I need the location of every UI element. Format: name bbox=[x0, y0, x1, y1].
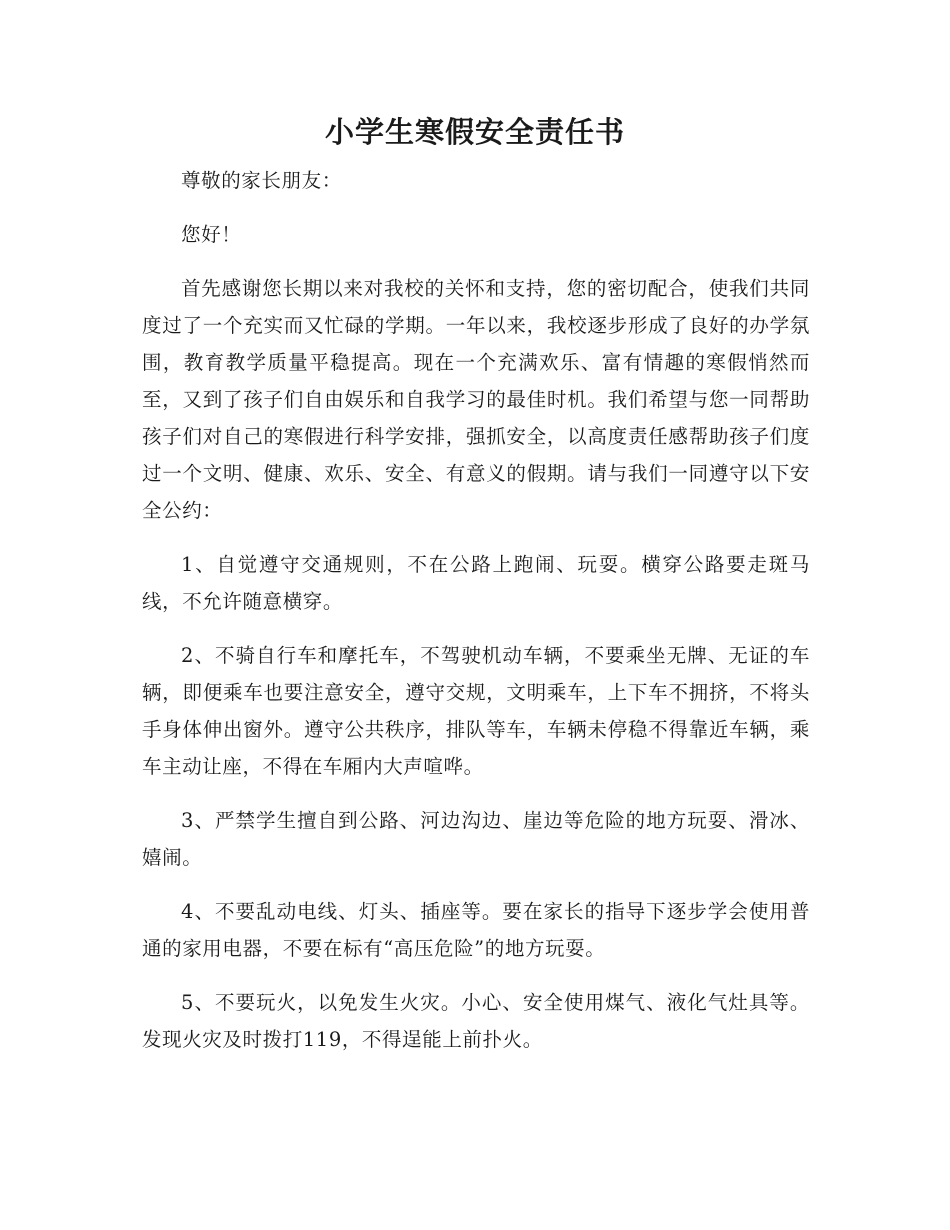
rule-item-1: 1、自觉遵守交通规则，不在公路上跑闹、玩耍。横穿公路要走斑马线，不允许随意横穿。 bbox=[142, 553, 810, 613]
document-title: 小学生寒假安全责任书 bbox=[324, 115, 625, 149]
greeting: 您好！ bbox=[181, 223, 242, 246]
document-body bbox=[142, 162, 810, 1075]
rule-item-3: 3、严禁学生擅自到公路、河边沟边、崖边等危险的地方玩耍、滑冰、嬉闹。 bbox=[142, 809, 810, 869]
rule-item-5: 5、不要玩火，以免发生火灾。小心、安全使用煤气、液化气灶具等。发现火灾及时拨打119，不得逞能上前扑火。 bbox=[142, 991, 810, 1051]
intro-paragraph: 首先感谢您长期以来对我校的关怀和支持，您的密切配合，使我们共同度过了一个充实而又忙碌的学期。一年以来，我校逐步形成了良好的办学氛围，教育教学质量平稳提高。现在一个充满欢乐、富有情趣的寒假悄然而至，又到了孩子们自由娱乐和自我学习的最佳时机。我们希望与您一同帮助孩子们对自己的寒假进行科学安排，强抓安全，以高度责任感帮助孩子们度过一个文明、健康、欢乐、安全、有意义的假期。请与我们一同遵守以下安全公约： bbox=[142, 277, 810, 522]
rule-item-2: 2、不骑自行车和摩托车，不驾驶机动车辆，不要乘坐无牌、无证的车辆，即便乘车也要注意安全，遵守交规，文明乘车，上下车不拥挤，不将头手身体伸出窗外。遵守公共秩序，排队等车，车辆未停稳不得靠近车辆，乘车主动让座，不得在车厢内大声喧哗。 bbox=[142, 644, 810, 778]
rule-item-4: 4、不要乱动电线、灯头、插座等。要在家长的指导下逐步学会使用普通的家用电器，不要在标有“高压危险”的地方玩耍。 bbox=[142, 900, 810, 960]
salutation: 尊敬的家长朋友： bbox=[181, 169, 342, 192]
